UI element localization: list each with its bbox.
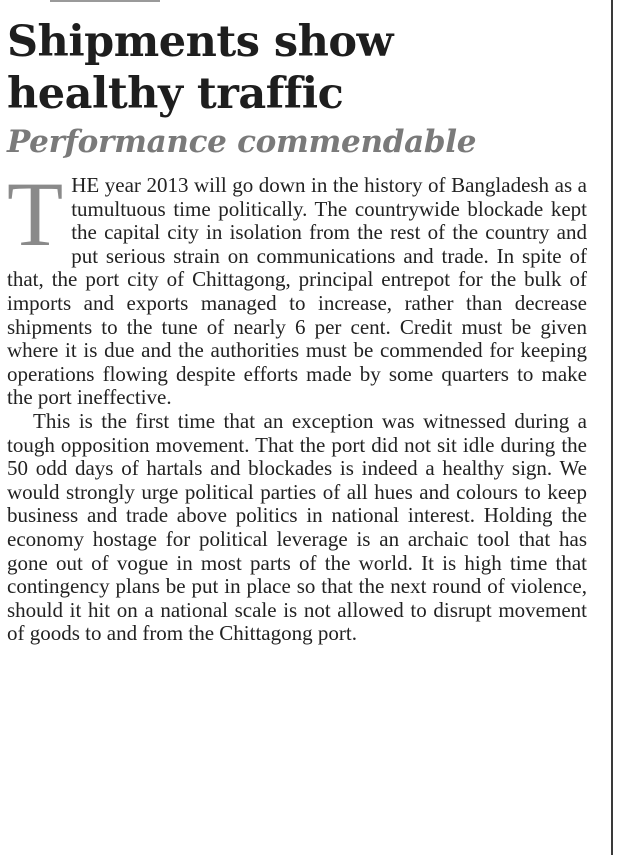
drop-cap: T	[7, 163, 64, 265]
paragraph-1-text: HE year 2013 will go down in the history of Bangladesh as a tumultuous time politically. The countrywide blockade kept the capital city in isolation from the rest of the country and put serious strain on communications and trade. In spite of that, the port city of Chittagong, principal entrepot for the bulk of imports and exports managed to increase, rather than decrease shipments to the tune of nearly 6 per cent. Credit must be given where it is due and the authorities must be commended for keeping operations flowing despite efforts made by some quarters to make the port ineffective.	[7, 173, 587, 410]
top-divider	[50, 0, 160, 2]
headline-line-2: healthy traffic	[7, 69, 344, 119]
subheadline: Performance commendable	[7, 124, 477, 160]
paragraph-2: This is the first time that an exception was witnessed during a tough opposition movement. That the port did not sit idle during the 50 odd days of hartals and blockades is indeed a healthy sign. We would strongly urge political parties of all hues and colours to keep business and trade above politics in national interest. Holding the economy hostage for political leverage is an archaic tool that has gone out of vogue in most parts of the world. It is high time that contingency plans be put in place so that the next round of violence, should it hit on a national scale is not allowed to disrupt movement of goods to and from the Chittagong port.	[7, 408, 587, 646]
headline-line-1: Shipments show	[7, 17, 394, 67]
editorial-article	[7, 16, 587, 646]
column-rule	[611, 0, 613, 855]
headline	[7, 16, 587, 120]
paragraph-1	[7, 163, 587, 410]
article-body	[7, 163, 587, 646]
